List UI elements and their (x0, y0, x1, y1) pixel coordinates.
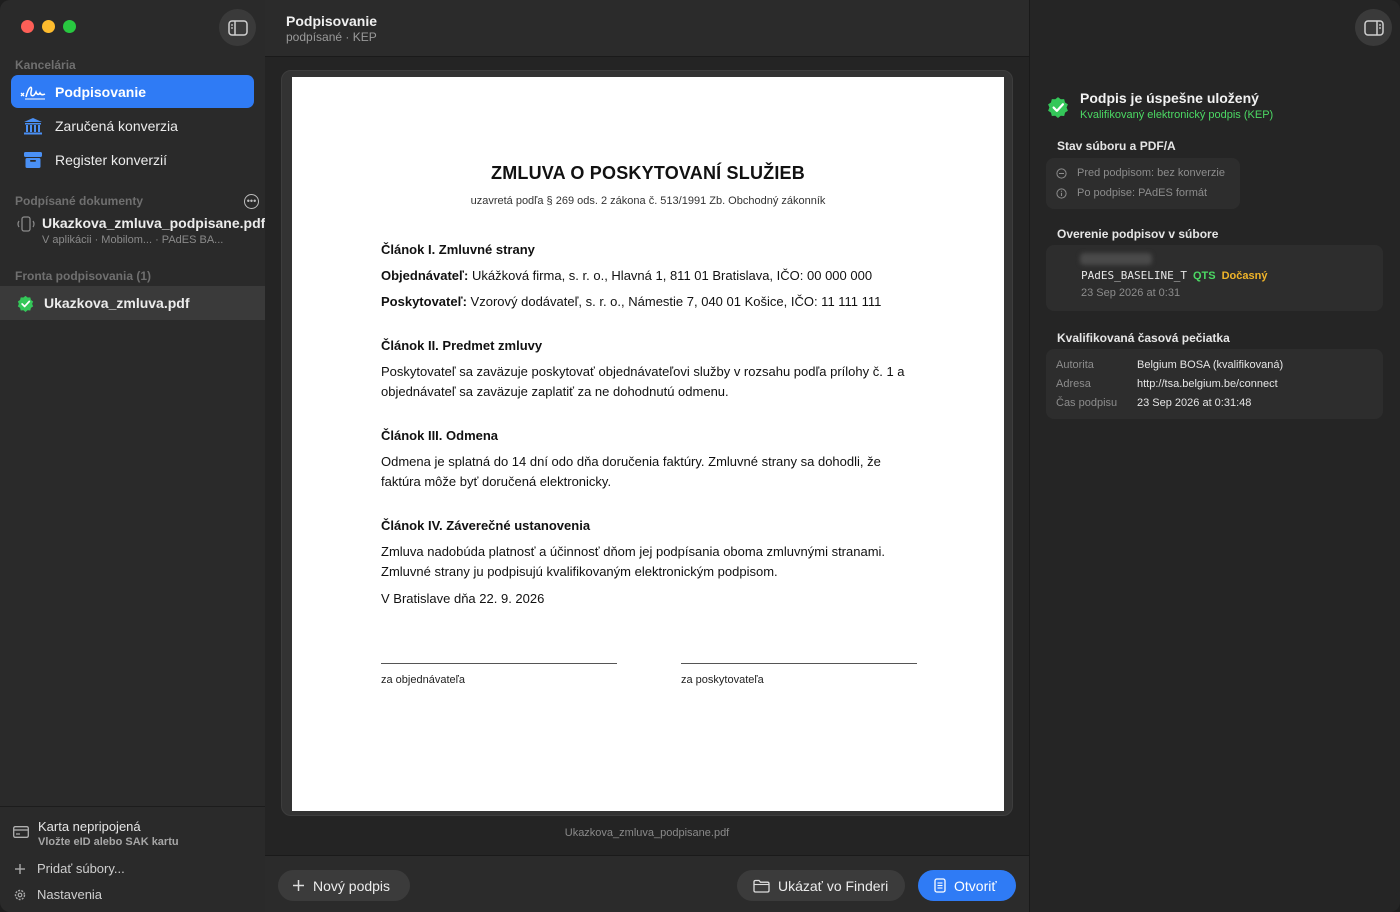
pdf-page (292, 77, 1004, 811)
article-heading: Článok II. Predmet zmluvy (381, 338, 543, 353)
qts-badge: QTS (1192, 270, 1216, 282)
plus-icon (292, 879, 305, 892)
article-text: Zmluvné strany ju podpisujú kvalifikovaným elektronickým podpisom. (381, 564, 778, 579)
queue-item-name: Ukazkova_zmluva.pdf (44, 295, 190, 311)
signature-label-provider: za poskytovateľa (681, 674, 764, 686)
show-in-finder-button[interactable] (737, 870, 905, 901)
zoom-window-button[interactable] (63, 20, 76, 33)
file-state-box (1046, 158, 1240, 209)
settings-label: Nastavenia (37, 887, 103, 902)
tsa-authority-key: Autorita (1056, 359, 1094, 371)
document-subtitle: uzavretá podľa § 269 ods. 2 zákona č. 513/1991 Zb. Obchodný zákonník (470, 195, 826, 207)
sidebar-item-conversion[interactable] (11, 109, 254, 142)
timestamp-box (1046, 349, 1383, 419)
info-circle-icon (1056, 188, 1067, 199)
new-signature-label: Nový podpis (313, 877, 391, 894)
pdf-preview[interactable] (281, 70, 1013, 816)
article-heading: Článok I. Zmluvné strany (381, 242, 535, 257)
folder-icon (753, 879, 770, 893)
timestamp-heading: Kvalifikovaná časová pečiatka (1057, 331, 1230, 345)
file-state-after: Po podpise: PAdES formát (1056, 187, 1207, 199)
sidebar-item-label: Podpisovanie (55, 83, 147, 100)
card-status-hint: Vložte eID alebo SAK kartu (38, 836, 179, 848)
sidebar (0, 0, 266, 912)
add-files-button[interactable] (13, 861, 125, 876)
article-text: faktúra môže byť doručená elektronicky. (381, 474, 612, 489)
settings-button[interactable] (13, 887, 102, 902)
queue-item[interactable] (0, 286, 265, 320)
close-window-button[interactable] (21, 20, 34, 33)
toggle-sidebar-button[interactable] (219, 9, 256, 46)
file-state-before: Pred podpisom: bez konverzie (1056, 167, 1225, 179)
verified-badge-icon (1047, 96, 1069, 118)
card-icon (13, 826, 29, 838)
verification-heading: Overenie podpisov v súbore (1057, 227, 1219, 241)
section-label-office: Kancelária (15, 58, 76, 72)
minus-circle-icon (1056, 168, 1067, 179)
archive-box-icon (20, 149, 46, 171)
file-state-heading: Stav súboru a PDF/A (1057, 139, 1176, 153)
more-options-button[interactable] (244, 194, 259, 209)
bottom-toolbar (265, 855, 1029, 912)
verified-badge-icon (17, 295, 34, 312)
gear-icon (13, 888, 27, 902)
signature-icon (20, 81, 46, 103)
section-label-queue: Fronta podpisovania (1) (15, 269, 152, 283)
ellipsis-icon: ••• (246, 196, 257, 206)
section-label-signed: Podpísané dokumenty (15, 194, 144, 208)
tsa-time-value: 23 Sep 2026 at 0:31:48 (1137, 397, 1252, 409)
document-icon (934, 878, 946, 893)
signature-label-client: za objednávateľa (381, 674, 465, 686)
sidebar-item-register[interactable] (11, 143, 254, 176)
signed-document-item[interactable] (15, 213, 266, 253)
client-line: Objednávateľ: Ukážková firma, s. r. o., Hlavná 1, 811 01 Bratislava, IČO: 00 000 000 (381, 268, 873, 283)
inspector-panel (1029, 0, 1400, 912)
signed-document-name: Ukazkova_zmluva_podpisane.pdf (42, 215, 266, 231)
success-subtitle: Kvalifikovaný elektronický podpis (KEP) (1080, 109, 1274, 121)
signer-name-redacted (1080, 253, 1152, 265)
sidebar-item-signing[interactable] (11, 75, 254, 108)
verification-date: 23 Sep 2026 at 0:31 (1081, 287, 1181, 299)
open-label: Otvoriť (954, 877, 997, 894)
provider-line: Poskytovateľ: Vzorový dodávateľ, s. r. o., Námestie 7, 040 01 Košice, IČO: 11 111 111 (381, 294, 882, 309)
sidebar-item-label: Zaručená konverzia (55, 117, 178, 134)
card-status-title: Karta nepripojená (38, 819, 141, 834)
signature-line-client (381, 663, 617, 664)
document-title: ZMLUVA O POSKYTOVANÍ SLUŽIEB (491, 163, 805, 183)
toggle-inspector-button[interactable] (1355, 9, 1392, 46)
tsa-authority-value: Belgium BOSA (kvalifikovaná) (1137, 359, 1284, 371)
sidebar-item-label: Register konverzií (55, 151, 168, 168)
page-title: Podpisovanie (286, 13, 378, 29)
new-signature-button[interactable] (278, 870, 410, 901)
tsa-address-value: http://tsa.belgium.be/connect (1137, 378, 1278, 390)
open-button[interactable] (918, 870, 1016, 901)
sidebar-left-icon (228, 20, 248, 36)
verification-box (1046, 245, 1383, 311)
sidebar-footer (0, 806, 265, 912)
tsa-time-key: Čas podpisu (1056, 397, 1118, 409)
page-subtitle: podpísané · KEP (286, 30, 377, 44)
signature-line-provider (681, 663, 917, 664)
file-name-caption: Ukazkova_zmluva_podpisane.pdf (564, 827, 730, 839)
tsa-address-key: Adresa (1056, 378, 1091, 390)
signed-document-meta: V aplikácii · Mobilom... · PAdES BA... (42, 234, 224, 246)
verification-details: PAdES_BASELINE_T QTS Dočasný (1081, 269, 1268, 282)
sidebar-right-icon (1364, 20, 1384, 36)
window-controls (21, 20, 76, 33)
article-heading: Článok IV. Záverečné ustanovenia (381, 518, 591, 533)
add-files-label: Pridať súbory... (37, 861, 125, 876)
success-title: Podpis je úspešne uložený (1080, 90, 1259, 106)
article-heading: Článok III. Odmena (381, 428, 499, 443)
article-text: objednávateľ sa zaväzuje zaplatiť za ne dohodnutú odmenu. (381, 384, 729, 399)
phone-signed-icon (15, 216, 37, 232)
show-in-finder-label: Ukázať vo Finderi (778, 877, 889, 894)
main-content (265, 0, 1029, 912)
temporary-badge: Dočasný (1221, 270, 1268, 282)
article-text: Zmluva nadobúda platnosť a účinnosť dňom jej podpísania oboma zmluvnými stranami. (381, 544, 886, 559)
toolbar (265, 0, 1029, 57)
article-text: Poskytovateľ sa zaväzuje poskytovať objednávateľovi služby v rozsahu podľa prílohy č. 1 a (381, 364, 905, 379)
minimize-window-button[interactable] (42, 20, 55, 33)
plus-icon (13, 863, 27, 875)
article-text: Odmena je splatná do 14 dní odo dňa doručenia faktúry. Zmluvné strany sa dohodli, že (381, 454, 881, 469)
place-date: V Bratislave dňa 22. 9. 2026 (381, 591, 545, 606)
bank-icon (20, 115, 46, 137)
